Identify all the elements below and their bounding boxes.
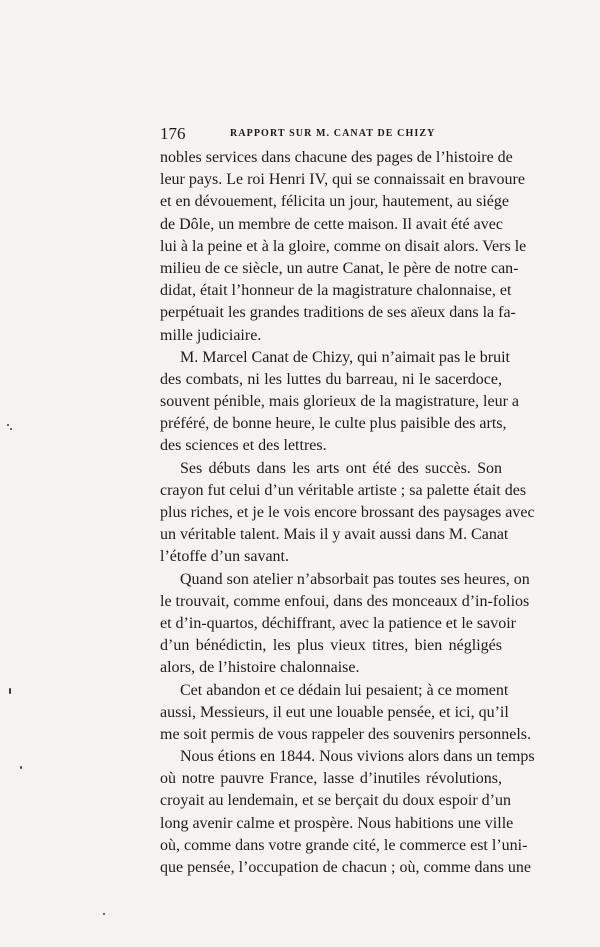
text-line: nobles services dans chacune des pages de l’histoire de bbox=[160, 149, 513, 166]
body-text bbox=[160, 147, 535, 879]
text-line: des sciences et des lettres. bbox=[160, 437, 327, 455]
scan-speck bbox=[20, 766, 22, 769]
scan-speck bbox=[7, 424, 9, 426]
text-line: lui à la peine et à la gloire, comme on disait alors. Vers le bbox=[160, 237, 527, 255]
scan-speck bbox=[103, 913, 105, 915]
text-line: et en dévouement, félicita un jour, hautement, au siége bbox=[160, 193, 510, 211]
text-line: didat, était l’honneur de la magistrature chalonnaise, et bbox=[160, 282, 512, 300]
text-line: perpétuait les grandes traditions de ses aïeux dans la fa- bbox=[160, 304, 516, 322]
text-line: milieu de ce siècle, un autre Canat, le père de notre can- bbox=[160, 259, 519, 277]
text-line: mille judiciaire. bbox=[160, 326, 262, 344]
text-line: Nous étions en 1844. Nous vivions alors dans un temps bbox=[180, 748, 535, 766]
text-line: Quand son atelier n’absorbait pas toutes ses heures, on bbox=[180, 570, 530, 588]
scan-speck bbox=[9, 688, 11, 694]
text-line: aussi, Messieurs, il eut une louable pensée, et ici, qu’il bbox=[160, 703, 509, 721]
page-header bbox=[160, 124, 502, 146]
text-line: et d’in-quartos, déchiffrant, avec la patience et le savoir bbox=[160, 614, 516, 632]
text-line: préféré, de bonne heure, le culte plus paisible des arts, bbox=[160, 415, 507, 433]
text-line: un véritable talent. Mais il y avait aussi dans M. Canat bbox=[160, 526, 509, 544]
page-number: 176 bbox=[160, 124, 186, 143]
text-line: croyait au lendemain, et se berçait du doux espoir d’un bbox=[160, 792, 511, 810]
text-line: d’un bénédictin, les plus vieux titres, bien négligés bbox=[160, 637, 502, 655]
text-line: des combats, ni les luttes du barreau, ni le sacerdoce, bbox=[160, 370, 502, 388]
text-line: M. Marcel Canat de Chizy, qui n’aimait pas le bruit bbox=[180, 348, 510, 366]
text-line: le trouvait, comme enfoui, dans des monceaux d’in-folios bbox=[160, 592, 530, 610]
text-line: souvent pénible, mais glorieux de la magistrature, leur a bbox=[160, 393, 519, 411]
text-line: où notre pauvre France, lasse d’inutiles révolutions, bbox=[160, 770, 502, 788]
text-line: où, comme dans votre grande cité, le commerce est l’uni- bbox=[160, 836, 528, 854]
text-line: que pensée, l’occupation de chacun ; où, comme dans une bbox=[160, 859, 531, 876]
text-line: Cet abandon et ce dédain lui pesaient; à ce moment bbox=[180, 681, 509, 699]
text-line: plus riches, et je le vois encore brossant des paysages avec bbox=[160, 504, 535, 521]
running-title: RAPPORT SUR M. CANAT DE CHIZY bbox=[230, 128, 436, 139]
text-line: leur pays. Le roi Henri IV, qui se connaissait en bravoure bbox=[160, 171, 525, 189]
text-line: alors, de l’histoire chalonnaise. bbox=[160, 659, 360, 677]
text-line: crayon fut celui d’un véritable artiste ; sa palette était des bbox=[160, 481, 527, 499]
text-line: de Dôle, un membre de cette maison. Il avait été avec bbox=[160, 215, 503, 233]
text-line: me soit permis de vous rappeler des souvenirs personnels. bbox=[160, 725, 532, 743]
text-line: Ses débuts dans les arts ont été des succès. Son bbox=[180, 459, 502, 477]
text-line: long avenir calme et prospère. Nous habitions une ville bbox=[160, 814, 514, 832]
text-line: l’étoffe d’un savant. bbox=[160, 548, 289, 566]
scan-speck bbox=[10, 428, 12, 430]
